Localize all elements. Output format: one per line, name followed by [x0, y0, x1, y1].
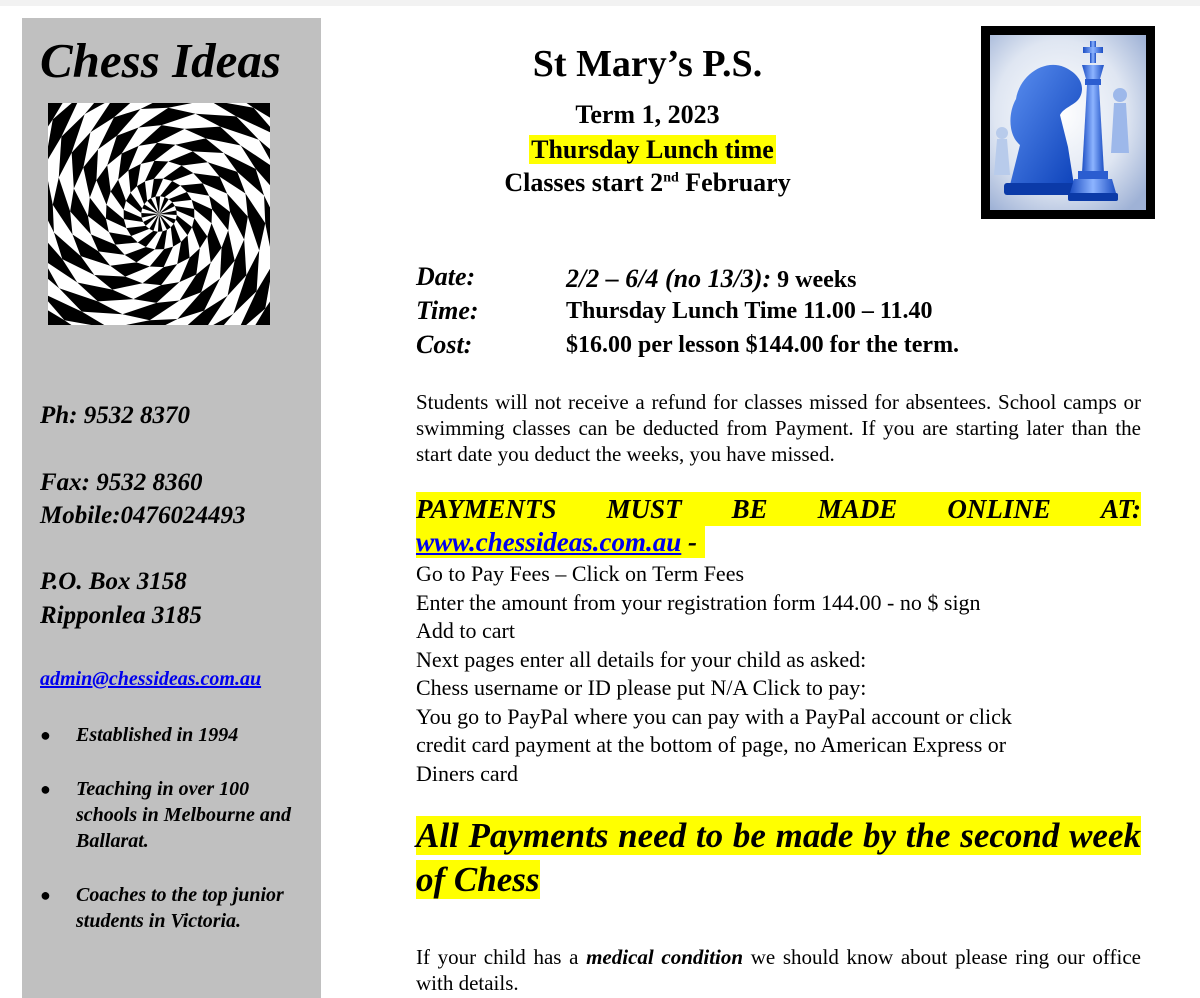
list-item: You go to PayPal where you can pay with a PayPal account or click: [416, 703, 1012, 729]
chess-knight-king-icon: [990, 35, 1146, 210]
page-top-strip: [0, 0, 1200, 6]
list-item: Enter the amount from your registration form 144.00 - no $ sign: [416, 589, 981, 615]
medical-note: If your child has a medical condition we should know about please ring our office with details.: [416, 945, 1141, 995]
classes-start: Classes start 2nd February: [504, 168, 791, 197]
list-item: Add to cart: [416, 618, 515, 643]
date-value: 2/2 – 6/4 (no 13/3): 9 weeks: [566, 264, 857, 293]
cost-value: $16.00 per lesson $144.00 for the term.: [566, 332, 960, 358]
term-title: Term 1, 2023: [575, 100, 720, 129]
feature-list: [40, 722, 310, 962]
date-label: Date:: [416, 262, 476, 291]
mobile-number: Mobile:0476024493: [40, 502, 246, 529]
list-item: Chess username or ID please put N/A Click to pay:: [416, 675, 867, 700]
time-label: Time:: [416, 296, 479, 325]
payment-headline: PAYMENTS MUST BE MADE ONLINE AT:: [416, 494, 1141, 524]
bullet-icon: ●: [40, 779, 51, 799]
session-highlight: Thursday Lunch time: [531, 135, 774, 164]
website-link[interactable]: www.chessideas.com.au: [416, 527, 682, 557]
list-item: Next pages enter all details for your child as asked:: [416, 646, 867, 672]
chess-pieces-image: [981, 26, 1155, 219]
suburb-postcode: Ripponlea 3185: [40, 602, 202, 629]
bullet-icon: ●: [40, 725, 51, 745]
payment-steps: [416, 560, 1141, 788]
list-item: ● Coaches to the top junior students in Victoria.: [40, 884, 284, 932]
brand-name: Chess Ideas: [40, 33, 281, 88]
time-value: Thursday Lunch Time 11.00 – 11.40: [566, 298, 933, 324]
sidebar: [22, 18, 321, 998]
po-box: P.O. Box 3158: [40, 568, 187, 595]
refund-policy: Students will not receive a refund for classes missed for absentees. School camps or swimming classes can be deducted from Payment. If you are starting later than the start date you deduct the weeks, you have missed.: [416, 390, 1141, 466]
email-link[interactable]: admin@chessideas.com.au: [40, 668, 262, 690]
session-wrapper: [420, 135, 885, 165]
list-item: ● Teaching in over 100 schools in Melbourne and Ballarat.: [40, 778, 292, 852]
phone-number: Ph: 9532 8370: [40, 402, 190, 429]
fax-number: Fax: 9532 8360: [40, 469, 203, 496]
list-item: credit card payment at the bottom of page, no American Express or: [416, 732, 1007, 757]
bullet-icon: ●: [40, 885, 51, 905]
checkerboard-spiral-logo: [48, 103, 270, 325]
list-item: ● Established in 1994: [40, 724, 239, 746]
payment-website-line: www.chessideas.com.au -: [416, 526, 705, 558]
list-item: Go to Pay Fees – Click on Term Fees: [416, 561, 745, 586]
cost-label: Cost:: [416, 330, 473, 359]
payment-deadline: All Payments need to be made by the second week of Chess: [416, 816, 1141, 899]
list-item: Diners card: [416, 760, 519, 786]
school-name: St Mary’s P.S.: [532, 43, 763, 85]
